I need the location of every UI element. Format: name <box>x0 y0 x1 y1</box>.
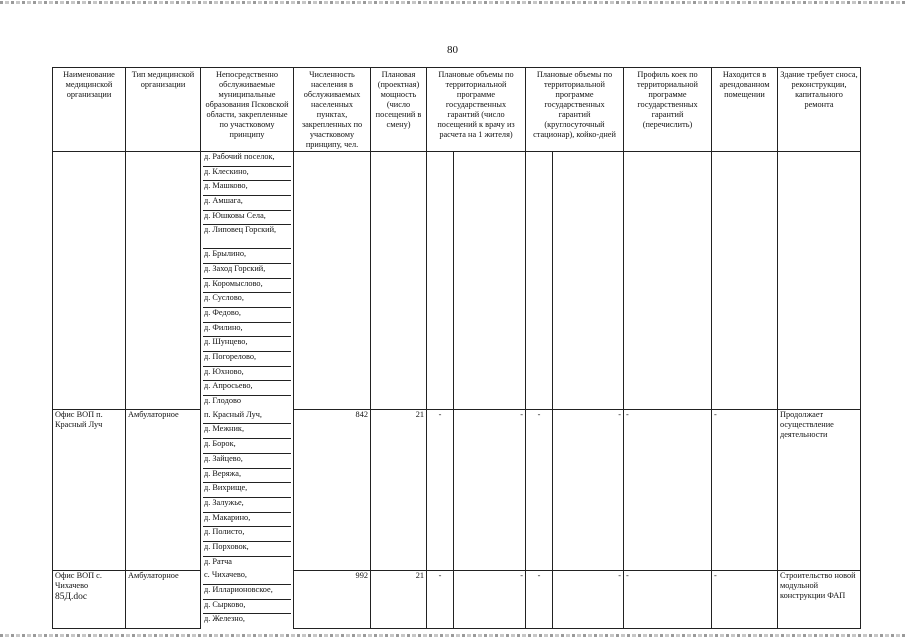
building-cell <box>778 152 861 410</box>
header-organization-name: Наименование медицинской организации <box>53 68 126 152</box>
settlement-entry: д. Залужье, <box>203 498 291 513</box>
settlements-cell <box>201 570 294 628</box>
settlement-entry: д. Юшковы Села, <box>203 211 291 226</box>
table-row <box>53 152 861 410</box>
header-settlements: Непосредственно обслуживаемые муниципальные образования Псковской области, закрепленные по участковому принципу <box>201 68 294 152</box>
scan-edge-bottom <box>0 634 905 637</box>
settlement-entry: д. Порховок, <box>203 542 291 557</box>
capacity-cell: 21 <box>371 570 427 628</box>
organization-type-cell <box>126 152 201 410</box>
header-capacity: Плановая (проектная) мощность (число посещений в смену) <box>371 68 427 152</box>
table-row <box>53 570 861 628</box>
settlement-entry: д. Зайцево, <box>203 454 291 469</box>
settlement-entry: д. Веряжа, <box>203 469 291 484</box>
population-cell: 992 <box>294 570 371 628</box>
visits-cell-b: - <box>454 570 526 628</box>
settlements-cell <box>201 152 294 410</box>
settlement-entry: д. Коромыслово, <box>203 279 291 294</box>
visits-cell-b: - <box>454 410 526 571</box>
settlement-entry: д. Межник, <box>203 424 291 439</box>
settlements-cell <box>201 410 294 571</box>
capacity-cell: 21 <box>371 410 427 571</box>
table-header-row <box>53 68 861 152</box>
settlement-entry: д. Брылино, <box>203 249 291 264</box>
capacity-cell <box>371 152 427 410</box>
table-row <box>53 410 861 571</box>
organization-name-cell: Офис ВОП п. Красный Луч <box>53 410 126 571</box>
beds-cell-b: - <box>553 570 624 628</box>
beds-cell-b <box>553 152 624 410</box>
settlement-entry: д. Липовец Горский, <box>203 225 291 249</box>
settlement-entry: д. Филино, <box>203 323 291 338</box>
document-filename: 85Д.doc <box>55 592 88 602</box>
header-organization-type: Тип медицинской организации <box>126 68 201 152</box>
settlement-entry: д. Сырково, <box>203 600 291 615</box>
profile-cell <box>624 152 712 410</box>
visits-cell-a <box>427 152 454 410</box>
scan-edge-top <box>0 1 905 4</box>
settlement-entry: п. Красный Луч, <box>203 410 291 425</box>
organization-type-cell: Амбулаторное <box>126 570 201 628</box>
page-number: 80 <box>447 44 458 56</box>
beds-cell-a <box>526 152 553 410</box>
beds-cell-a: - <box>526 570 553 628</box>
settlement-entry: д. Ратча <box>204 556 232 566</box>
settlement-entry: д. Полисто, <box>203 527 291 542</box>
settlement-entry: д. Машково, <box>203 181 291 196</box>
settlement-entry: д. Борок, <box>203 439 291 454</box>
organization-type-cell: Амбулаторное <box>126 410 201 571</box>
rented-cell <box>712 152 778 410</box>
settlement-entry: д. Глодово <box>204 396 241 406</box>
header-bed-days-volume: Плановые объемы по территориальной программе государственных гарантий (круглосуточный стационар), койко-дней <box>526 68 624 152</box>
settlement-entry: д. Вихрище, <box>203 483 291 498</box>
visits-cell-a: - <box>427 410 454 571</box>
settlement-entry: д. Заход Горский, <box>203 264 291 279</box>
settlement-entry: д. Железно, <box>204 614 245 624</box>
settlement-entry: д. Апросьево, <box>203 381 291 396</box>
settlement-entry: д. Илларионовское, <box>203 585 291 600</box>
profile-cell: - <box>624 410 712 571</box>
building-cell: Строительство новой модульной конструкции ФАП <box>778 570 861 628</box>
settlement-entry: с. Чихачево, <box>203 570 291 585</box>
visits-cell-b <box>454 152 526 410</box>
population-cell: 842 <box>294 410 371 571</box>
organization-name-cell: Офис ВОП с. Чихачево <box>53 570 126 628</box>
settlement-entry: д. Макарино, <box>203 513 291 528</box>
organization-name-cell <box>53 152 126 410</box>
settlement-entry: д. Федово, <box>203 308 291 323</box>
settlement-entry: д. Суслово, <box>203 293 291 308</box>
rented-cell: - <box>712 570 778 628</box>
header-bed-profile: Профиль коек по территориальной программе государственных гарантий (перечислить) <box>624 68 712 152</box>
rented-cell: - <box>712 410 778 571</box>
header-population: Численность населения в обслуживаемых населенных пунктах, закрепленных по участковому принципу, чел. <box>294 68 371 152</box>
header-visits-volume: Плановые объемы по территориальной программе государственных гарантий (число посещений к врачу из расчета на 1 жителя) <box>427 68 526 152</box>
beds-cell-b: - <box>553 410 624 571</box>
settlement-entry: д. Шунцево, <box>203 337 291 352</box>
settlement-entry: д. Клескино, <box>203 167 291 182</box>
population-cell <box>294 152 371 410</box>
profile-cell: - <box>624 570 712 628</box>
visits-cell-a: - <box>427 570 454 628</box>
settlement-entry: д. Погорелово, <box>203 352 291 367</box>
header-rented-premises: Находится в арендованном помещении <box>712 68 778 152</box>
building-cell: Продолжает осуществление деятельности <box>778 410 861 571</box>
settlement-entry: д. Рабочий поселок, <box>203 152 291 167</box>
settlement-entry: д. Амшага, <box>203 196 291 211</box>
settlement-entry: д. Юхново, <box>203 367 291 382</box>
header-building-state: Здание требует сноса, реконструкции, капитального ремонта <box>778 68 861 152</box>
beds-cell-a: - <box>526 410 553 571</box>
medical-organizations-table <box>52 67 861 629</box>
